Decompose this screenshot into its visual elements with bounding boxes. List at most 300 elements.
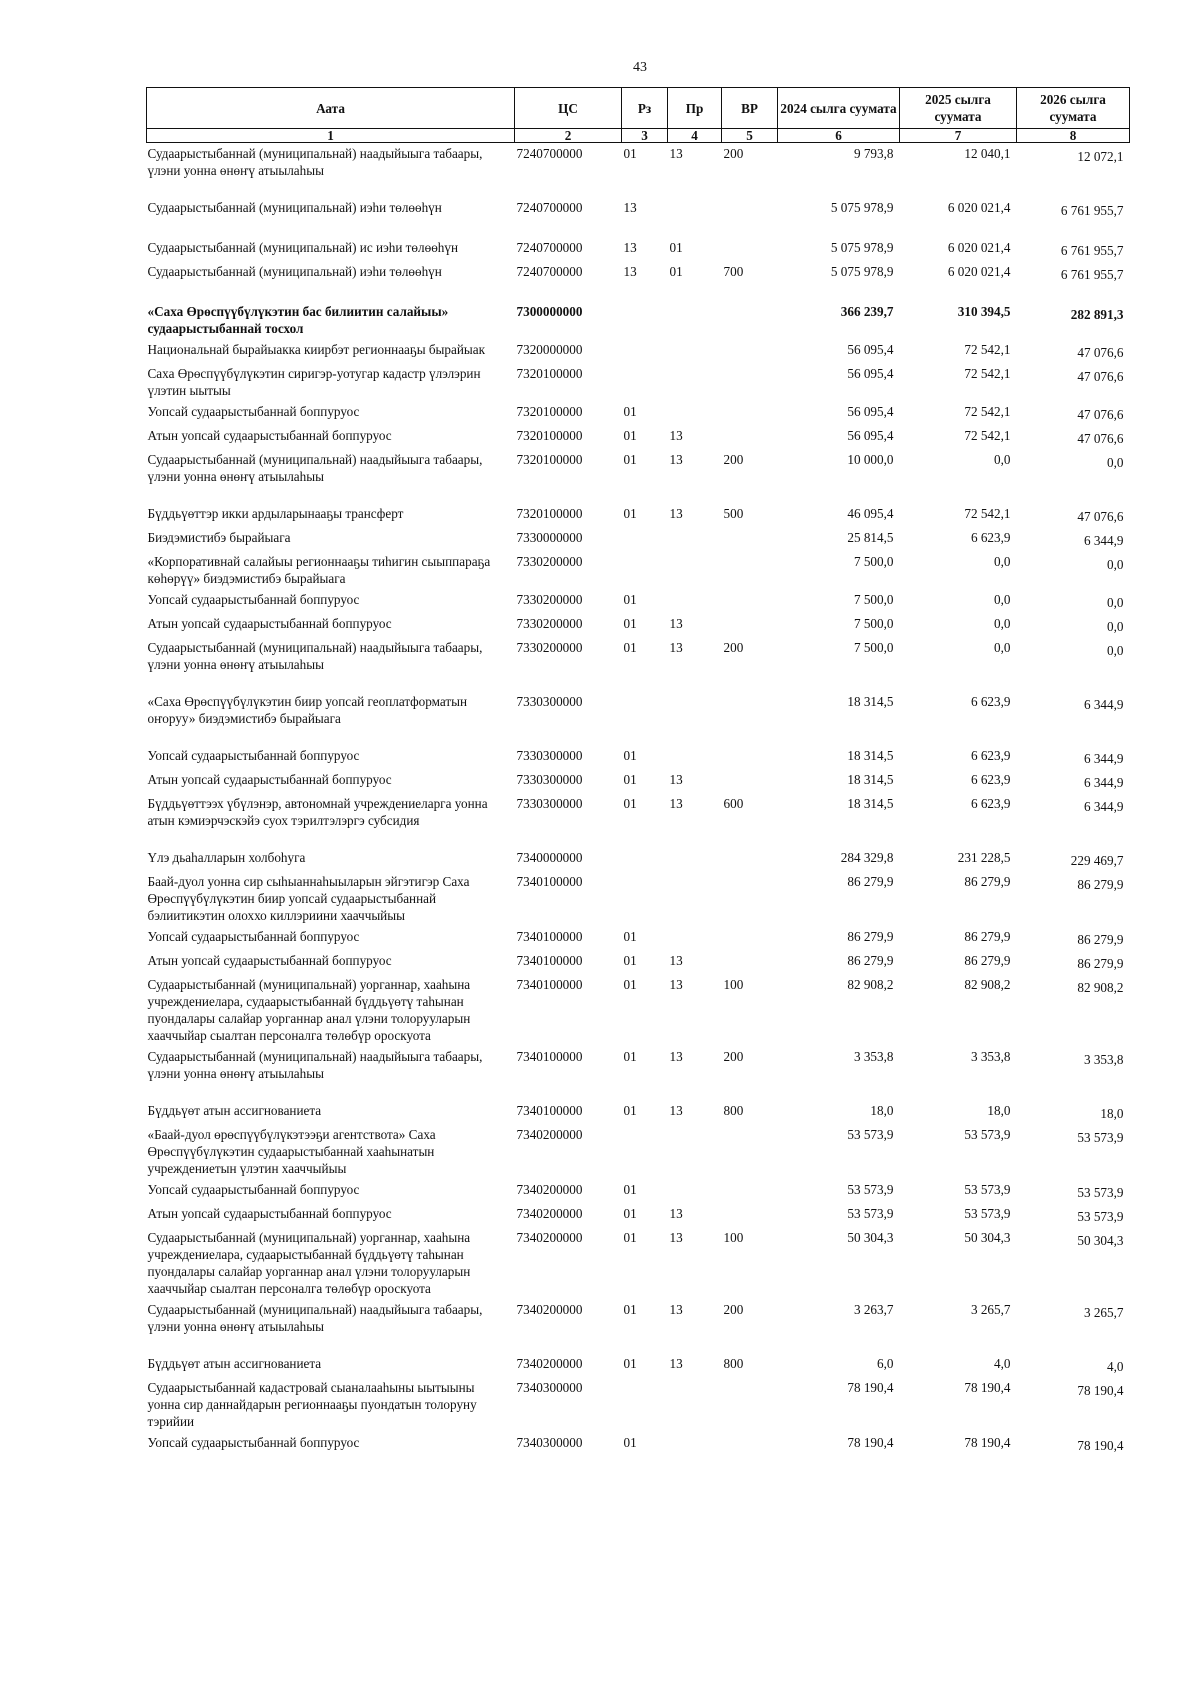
row-amount-2026: 6 344,9 (1083, 775, 1124, 790)
row-name: Атын уопсай судаарыстыбаннай боппуруос (147, 428, 392, 443)
row-amount-2024: 10 000,0 (847, 452, 894, 467)
row-rz (622, 527, 668, 551)
row-amount-2024: 56 095,4 (847, 428, 894, 443)
row-amount-2026: 282 891,3 (1070, 307, 1124, 322)
table-row (147, 613, 1130, 637)
row-name: Судаарыстыбаннай (муниципальнай) уорганнар, хааhына учреждениелара, судаарыстыбаннай бүддьүөтү таhынан пуондалары салайар уорганнар анал үлэни толорууларын хааччыйар сыалтан персоналга төлөбүр ороскуота (147, 1230, 471, 1296)
row-amount-2026: 0,0 (1107, 455, 1124, 470)
row-amount-2025: 86 279,9 (964, 953, 1011, 968)
row-vr (722, 950, 778, 974)
row-vr: 200 (723, 1302, 744, 1317)
row-pr: 13 (669, 1302, 683, 1317)
row-amount-2024: 56 095,4 (847, 342, 894, 357)
row-name: Бүддьүөт атын ассигнованиета (147, 1356, 322, 1371)
row-cs-code: 7340300000 (516, 1380, 583, 1395)
row-pr (668, 339, 722, 363)
row-cs-code: 7340200000 (516, 1127, 583, 1142)
table-row (147, 589, 1130, 613)
row-cs-code: 7330200000 (516, 592, 583, 607)
row-name: Атын уопсай судаарыстыбаннай боппуруос (147, 772, 392, 787)
row-name: Уопсай судаарыстыбаннай боппуруос (147, 748, 360, 763)
table-row (147, 637, 1130, 691)
row-pr: 13 (669, 452, 683, 467)
row-vr: 800 (723, 1103, 744, 1118)
row-rz: 01 (623, 977, 637, 992)
page-number: 43 (633, 60, 647, 75)
row-name: Уопсай судаарыстыбаннай боппуруос (147, 1435, 360, 1450)
row-vr (722, 301, 778, 339)
row-amount-2024: 6,0 (877, 1356, 894, 1371)
row-pr (668, 589, 722, 613)
row-cs-code: 7340100000 (516, 929, 583, 944)
row-amount-2025: 6 623,9 (970, 694, 1011, 709)
row-cs-code: 7330200000 (516, 616, 583, 631)
row-amount-2026: 86 279,9 (1077, 932, 1124, 947)
row-rz: 01 (623, 1182, 637, 1197)
table-row (147, 425, 1130, 449)
row-pr (668, 1124, 722, 1179)
row-rz: 01 (623, 748, 637, 763)
row-amount-2025: 82 908,2 (964, 977, 1011, 992)
row-pr (668, 1432, 722, 1456)
row-amount-2024: 284 329,8 (840, 850, 894, 865)
row-cs-code: 7330200000 (516, 554, 583, 569)
row-name: Судаарыстыбаннай (муниципальнай) наадыйыыга табаары, үлэни уонна өнөҥү атыылаhыы (147, 146, 483, 178)
row-amount-2024: 366 239,7 (840, 304, 894, 319)
row-rz (622, 363, 668, 401)
table-row (147, 1124, 1130, 1179)
row-cs-code: 7300000000 (516, 304, 583, 319)
row-amount-2024: 7 500,0 (853, 640, 894, 655)
row-name: Бүддьүөт атын ассигнованиета (147, 1103, 322, 1118)
row-rz: 01 (623, 1435, 637, 1450)
row-amount-2024: 3 263,7 (853, 1302, 894, 1317)
row-name: Судаарыстыбаннай (муниципальнай) уорганнар, хааhына учреждениелара, судаарыстыбаннай бүддьүөтү таhынан пуондалары салайар уорганнар анал үлэни толорууларын хааччыйар сыалтан персоналга төлөбүр ороскуота (147, 977, 471, 1043)
row-vr (722, 425, 778, 449)
row-pr: 13 (669, 1230, 683, 1245)
row-cs-code: 7340100000 (516, 977, 583, 992)
row-amount-2024: 53 573,9 (847, 1182, 894, 1197)
row-amount-2024: 56 095,4 (847, 366, 894, 381)
row-amount-2026: 47 076,6 (1077, 369, 1124, 384)
row-vr: 600 (723, 796, 744, 811)
row-amount-2024: 7 500,0 (853, 554, 894, 569)
column-number: 2 (515, 129, 622, 143)
row-rz: 01 (623, 452, 637, 467)
row-name: Атын уопсай судаарыстыбаннай боппуруос (147, 616, 392, 631)
row-amount-2024: 18 314,5 (847, 772, 894, 787)
row-amount-2024: 82 908,2 (847, 977, 894, 992)
table-row (147, 1353, 1130, 1377)
row-vr (722, 769, 778, 793)
row-rz: 01 (623, 1356, 637, 1371)
column-number: 3 (622, 129, 668, 143)
row-name: Судаарыстыбаннай (муниципальнай) иэhи төлөөhүн (147, 200, 442, 215)
table-row (147, 1432, 1130, 1456)
row-vr (722, 1179, 778, 1203)
row-pr (668, 401, 722, 425)
row-pr (668, 1377, 722, 1432)
column-number: 5 (722, 129, 778, 143)
row-amount-2025: 72 542,1 (964, 506, 1011, 521)
row-vr (722, 1377, 778, 1432)
row-cs-code: 7330200000 (516, 640, 583, 655)
row-amount-2026: 53 573,9 (1077, 1130, 1124, 1145)
table-row (147, 197, 1130, 237)
budget-table (146, 87, 1130, 1456)
row-amount-2025: 0,0 (994, 592, 1011, 607)
row-cs-code: 7240700000 (516, 200, 583, 215)
row-name: Бүддьүөттэр икки ардыларынааҕы трансферт (147, 506, 404, 521)
row-rz: 01 (623, 592, 637, 607)
row-amount-2025: 53 573,9 (964, 1206, 1011, 1221)
row-name: Уопсай судаарыстыбаннай боппуруос (147, 592, 360, 607)
row-amount-2026: 86 279,9 (1077, 956, 1124, 971)
row-rz (622, 551, 668, 589)
row-pr: 13 (669, 772, 683, 787)
row-name: Бүддьүөттээх үбүлэнэр, автономнай учреждениеларга уонна атын кэмиэрчэскэйэ суох тэрилтэлэргэ субсидия (147, 796, 488, 828)
row-amount-2024: 25 814,5 (847, 530, 894, 545)
row-name: Судаарыстыбаннай (муниципальнай) наадыйыыга табаары, үлэни уонна өнөҥү атыылаhыы (147, 640, 483, 672)
table-row (147, 745, 1130, 769)
row-amount-2025: 6 020 021,4 (947, 200, 1011, 215)
row-vr (722, 691, 778, 745)
row-pr: 01 (669, 264, 683, 279)
row-amount-2024: 18 314,5 (847, 796, 894, 811)
row-amount-2025: 0,0 (994, 554, 1011, 569)
row-vr: 100 (723, 1230, 744, 1245)
row-pr: 13 (669, 1206, 683, 1221)
row-rz (622, 691, 668, 745)
row-rz: 01 (623, 1230, 637, 1245)
row-cs-code: 7240700000 (516, 240, 583, 255)
column-number: 6 (778, 129, 900, 143)
row-amount-2026: 6 761 955,7 (1060, 267, 1124, 282)
header-2024: 2024 сылга суумата (778, 88, 900, 129)
row-name: Атын уопсай судаарыстыбаннай боппуруос (147, 1206, 392, 1221)
row-vr: 200 (723, 452, 744, 467)
row-amount-2024: 86 279,9 (847, 929, 894, 944)
row-pr: 13 (669, 796, 683, 811)
row-vr (722, 926, 778, 950)
row-amount-2025: 6 623,9 (970, 796, 1011, 811)
row-name: Судаарыстыбаннай (муниципальнай) иэhи төлөөhүн (147, 264, 442, 279)
row-amount-2025: 0,0 (994, 640, 1011, 655)
row-rz (622, 871, 668, 926)
row-amount-2026: 3 353,8 (1083, 1052, 1124, 1067)
row-cs-code: 7340000000 (516, 850, 583, 865)
row-vr (722, 589, 778, 613)
row-amount-2025: 53 573,9 (964, 1127, 1011, 1142)
row-amount-2024: 86 279,9 (847, 874, 894, 889)
table-row (147, 1046, 1130, 1100)
table-row (147, 950, 1130, 974)
row-amount-2026: 6 344,9 (1083, 697, 1124, 712)
header-2026: 2026 сылга суумата (1017, 88, 1130, 129)
table-row (147, 401, 1130, 425)
row-name: Судаарыстыбаннай (муниципальнай) ис иэhи төлөөhүн (147, 240, 459, 255)
row-amount-2024: 56 095,4 (847, 404, 894, 419)
row-amount-2026: 18,0 (1100, 1106, 1124, 1121)
row-pr: 13 (669, 1049, 683, 1064)
row-rz: 01 (623, 796, 637, 811)
row-amount-2024: 50 304,3 (847, 1230, 894, 1245)
row-pr: 13 (669, 1103, 683, 1118)
row-amount-2025: 6 623,9 (970, 530, 1011, 545)
row-amount-2024: 5 075 978,9 (830, 264, 894, 279)
row-rz (622, 339, 668, 363)
row-rz: 13 (623, 264, 637, 279)
row-pr (668, 926, 722, 950)
row-amount-2026: 82 908,2 (1077, 980, 1124, 995)
row-cs-code: 7330300000 (516, 748, 583, 763)
row-cs-code: 7320000000 (516, 342, 583, 357)
table-row (147, 1203, 1130, 1227)
row-amount-2026: 229 469,7 (1070, 853, 1124, 868)
row-vr (722, 1432, 778, 1456)
row-amount-2024: 7 500,0 (853, 592, 894, 607)
row-amount-2024: 46 095,4 (847, 506, 894, 521)
table-body (147, 143, 1130, 1457)
row-pr (668, 527, 722, 551)
table-row (147, 503, 1130, 527)
row-amount-2024: 53 573,9 (847, 1206, 894, 1221)
header-name: Аата (147, 88, 515, 129)
table-row (147, 363, 1130, 401)
row-amount-2026: 47 076,6 (1077, 431, 1124, 446)
row-amount-2024: 18 314,5 (847, 748, 894, 763)
row-amount-2025: 78 190,4 (964, 1380, 1011, 1395)
row-vr (722, 237, 778, 261)
row-vr: 200 (723, 1049, 744, 1064)
row-amount-2025: 231 228,5 (957, 850, 1011, 865)
row-rz: 01 (623, 640, 637, 655)
table-row (147, 769, 1130, 793)
row-amount-2025: 6 020 021,4 (947, 264, 1011, 279)
row-amount-2026: 47 076,6 (1077, 509, 1124, 524)
row-amount-2025: 6 020 021,4 (947, 240, 1011, 255)
header-pr: Пр (668, 88, 722, 129)
row-name: Уопсай судаарыстыбаннай боппуруос (147, 929, 360, 944)
row-amount-2026: 3 265,7 (1083, 1305, 1124, 1320)
table-row (147, 1377, 1130, 1432)
row-rz: 13 (623, 200, 637, 215)
row-amount-2025: 72 542,1 (964, 366, 1011, 381)
row-amount-2026: 78 190,4 (1077, 1438, 1124, 1453)
row-pr (668, 1179, 722, 1203)
row-amount-2026: 0,0 (1107, 595, 1124, 610)
row-pr (668, 691, 722, 745)
row-amount-2024: 9 793,8 (853, 146, 894, 161)
row-cs-code: 7340200000 (516, 1206, 583, 1221)
table-row (147, 1179, 1130, 1203)
header-rz: Рз (622, 88, 668, 129)
row-name: Үлэ дьаhалларын холбоhуга (147, 850, 306, 865)
row-rz: 01 (623, 146, 637, 161)
column-number-row (147, 129, 1130, 143)
row-pr (668, 197, 722, 237)
table-row (147, 691, 1130, 745)
row-name: Баай-дуол уонна сир сыhыаннаhыыларын эйгэтигэр Саха Өрөспүүбүлүкэтин биир уопсай судаарыстыбаннай бэлиитикэтин олоххо киллэриини хааччыйыы (147, 874, 470, 923)
table-row (147, 926, 1130, 950)
row-amount-2025: 86 279,9 (964, 874, 1011, 889)
row-rz (622, 1124, 668, 1179)
row-rz: 01 (623, 616, 637, 631)
column-number: 1 (147, 129, 515, 143)
row-cs-code: 7320100000 (516, 506, 583, 521)
row-vr (722, 527, 778, 551)
row-amount-2026: 47 076,6 (1077, 407, 1124, 422)
row-amount-2026: 53 573,9 (1077, 1185, 1124, 1200)
row-rz: 01 (623, 1103, 637, 1118)
row-amount-2024: 18,0 (870, 1103, 894, 1118)
row-name: Уопсай судаарыстыбаннай боппуруос (147, 404, 360, 419)
row-amount-2024: 78 190,4 (847, 1435, 894, 1450)
row-amount-2025: 18,0 (987, 1103, 1011, 1118)
row-name: Судаарыстыбаннай (муниципальнай) наадыйыыга табаары, үлэни уонна өнөҥү атыылаhыы (147, 452, 483, 484)
row-amount-2025: 3 353,8 (970, 1049, 1011, 1064)
row-amount-2026: 0,0 (1107, 619, 1124, 634)
row-amount-2026: 6 761 955,7 (1060, 243, 1124, 258)
row-vr: 700 (723, 264, 744, 279)
row-vr (722, 197, 778, 237)
row-amount-2025: 6 623,9 (970, 748, 1011, 763)
row-cs-code: 7320100000 (516, 404, 583, 419)
row-vr: 200 (723, 640, 744, 655)
row-amount-2024: 7 500,0 (853, 616, 894, 631)
row-vr (722, 871, 778, 926)
row-amount-2026: 78 190,4 (1077, 1383, 1124, 1398)
row-rz: 01 (623, 772, 637, 787)
row-vr (722, 551, 778, 589)
row-pr: 13 (669, 506, 683, 521)
row-vr (722, 745, 778, 769)
table-row (147, 1100, 1130, 1124)
row-amount-2025: 3 265,7 (970, 1302, 1011, 1317)
table-row (147, 974, 1130, 1046)
row-vr: 100 (723, 977, 744, 992)
row-cs-code: 7340100000 (516, 953, 583, 968)
row-amount-2026: 0,0 (1107, 557, 1124, 572)
table-row (147, 237, 1130, 261)
row-vr (722, 847, 778, 871)
row-amount-2026: 47 076,6 (1077, 345, 1124, 360)
column-number: 7 (900, 129, 1017, 143)
row-cs-code: 7340200000 (516, 1356, 583, 1371)
row-amount-2026: 6 761 955,7 (1060, 203, 1124, 218)
row-cs-code: 7340200000 (516, 1302, 583, 1317)
row-rz: 01 (623, 404, 637, 419)
row-amount-2024: 5 075 978,9 (830, 240, 894, 255)
row-cs-code: 7340200000 (516, 1182, 583, 1197)
row-amount-2025: 72 542,1 (964, 342, 1011, 357)
row-amount-2024: 3 353,8 (853, 1049, 894, 1064)
row-pr: 13 (669, 146, 683, 161)
row-pr: 13 (669, 428, 683, 443)
row-amount-2026: 6 344,9 (1083, 533, 1124, 548)
row-name: «Саха Өрөспүүбүлүкэтин бас билиитин салайыы» судаарыстыбаннай тосхол (147, 304, 449, 336)
row-cs-code: 7340100000 (516, 874, 583, 889)
row-rz (622, 847, 668, 871)
row-pr (668, 551, 722, 589)
row-cs-code: 7320100000 (516, 366, 583, 381)
header-2025: 2025 сылга суумата (900, 88, 1017, 129)
row-amount-2025: 86 279,9 (964, 929, 1011, 944)
row-cs-code: 7340300000 (516, 1435, 583, 1450)
row-name: Национальнай бырайыакка киирбэт регионнааҕы бырайыак (147, 342, 486, 357)
row-amount-2026: 12 072,1 (1077, 149, 1124, 164)
row-name: «Саха Өрөспүүбүлүкэтин биир уопсай геоплатформатын оҥоруу» биэдэмистибэ бырайыага (147, 694, 468, 726)
row-rz (622, 1377, 668, 1432)
row-amount-2025: 53 573,9 (964, 1182, 1011, 1197)
row-amount-2025: 12 040,1 (964, 146, 1011, 161)
row-vr (722, 401, 778, 425)
row-amount-2025: 0,0 (994, 616, 1011, 631)
row-cs-code: 7340100000 (516, 1103, 583, 1118)
row-amount-2024: 78 190,4 (847, 1380, 894, 1395)
row-rz: 01 (623, 929, 637, 944)
table-row (147, 261, 1130, 301)
row-name: Судаарыстыбаннай (муниципальнай) наадыйыыга табаары, үлэни уонна өнөҥү атыылаhыы (147, 1302, 483, 1334)
row-amount-2024: 86 279,9 (847, 953, 894, 968)
row-rz: 01 (623, 1049, 637, 1064)
row-amount-2025: 4,0 (994, 1356, 1011, 1371)
row-cs-code: 7240700000 (516, 264, 583, 279)
row-vr (722, 1203, 778, 1227)
row-pr (668, 847, 722, 871)
row-amount-2025: 6 623,9 (970, 772, 1011, 787)
row-vr (722, 363, 778, 401)
row-amount-2024: 53 573,9 (847, 1127, 894, 1142)
table-row (147, 301, 1130, 339)
row-cs-code: 7340200000 (516, 1230, 583, 1245)
row-cs-code: 7330300000 (516, 694, 583, 709)
table-row (147, 1227, 1130, 1299)
row-amount-2026: 50 304,3 (1077, 1233, 1124, 1248)
row-name: Судаарыстыбаннай (муниципальнай) наадыйыыга табаары, үлэни уонна өнөҥү атыылаhыы (147, 1049, 483, 1081)
row-cs-code: 7320100000 (516, 452, 583, 467)
table-row (147, 847, 1130, 871)
row-rz: 01 (623, 506, 637, 521)
column-number: 8 (1017, 129, 1130, 143)
row-vr (722, 339, 778, 363)
table-row (147, 449, 1130, 503)
row-vr: 500 (723, 506, 744, 521)
row-amount-2026: 53 573,9 (1077, 1209, 1124, 1224)
row-amount-2026: 6 344,9 (1083, 751, 1124, 766)
table-row (147, 339, 1130, 363)
table-row (147, 793, 1130, 847)
row-vr (722, 1124, 778, 1179)
row-vr: 200 (723, 146, 744, 161)
row-cs-code: 7330300000 (516, 796, 583, 811)
row-name: Саха Өрөспүүбүлүкэтин сиригэр-уотугар кадастр үлэлэрин үлэтин ыытыы (147, 366, 481, 398)
row-pr (668, 301, 722, 339)
row-name: Биэдэмистибэ бырайыага (147, 530, 291, 545)
row-rz: 01 (623, 953, 637, 968)
row-amount-2024: 18 314,5 (847, 694, 894, 709)
table-row (147, 871, 1130, 926)
row-pr: 01 (669, 240, 683, 255)
row-rz: 01 (623, 1302, 637, 1317)
row-amount-2025: 0,0 (994, 452, 1011, 467)
row-pr: 13 (669, 953, 683, 968)
row-cs-code: 7330300000 (516, 772, 583, 787)
row-cs-code: 7240700000 (516, 146, 583, 161)
row-cs-code: 7340100000 (516, 1049, 583, 1064)
header-cs: ЦС (515, 88, 622, 129)
row-amount-2026: 86 279,9 (1077, 877, 1124, 892)
